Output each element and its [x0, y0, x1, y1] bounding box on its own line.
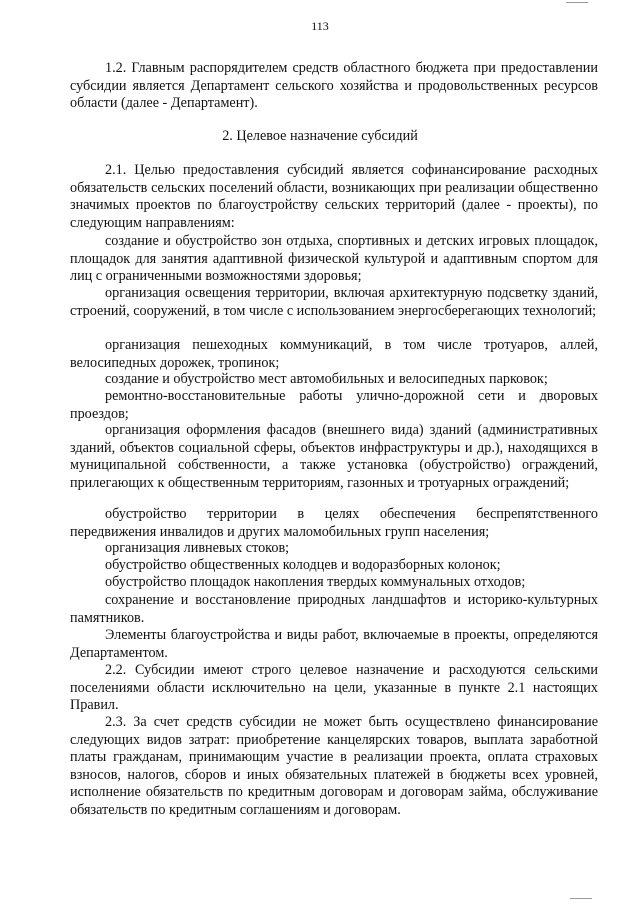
direction-item: сохранение и восстановление природных ландшафтов и историко-культурных памятников. — [70, 592, 598, 626]
section-heading-2: 2. Целевое назначение субсидий — [222, 128, 418, 144]
scan-mark-bottom — [570, 898, 592, 899]
direction-item: организация оформления фасадов (внешнего вида) зданий (административных зданий, объектов социальной сферы, объектов инфраструктуры и др.), находящихся в муниципальной собственности, а также установка (обустройство) ограждений, прилегающих к общественным территориям, газонных и тротуарных ограждений; — [70, 422, 598, 491]
scan-mark-top — [566, 2, 588, 3]
paragraph-2-1: 2.1. Целью предоставления субсидий является софинансирование расходных обязательств сельских поселений области, возникающих при реализации общественно значимых проектов по благоустройству сельских территорий (далее - проекты), по следующим направлениям: — [70, 162, 598, 231]
paragraph-elements: Элементы благоустройства и виды работ, включаемые в проекты, определяются Департаментом. — [70, 627, 598, 661]
paragraph-2-3: 2.3. За счет средств субсидии не может быть осуществлено финансирование следующих видов затрат: приобретение канцелярских товаров, выплата заработной платы гражданам, принимающим участие в реализации проекта, оплата страховых взносов, налогов, сборов и иных обязательных платежей в бюджеты всех уровней, исполнение обязательств по кредитным договорам и договорам займа, обслуживание обязательств по кредитным соглашениям и договорам. — [70, 714, 598, 818]
page-number: 113 — [311, 19, 329, 33]
direction-item: создание и обустройство мест автомобильных и велосипедных парковок; — [105, 371, 548, 387]
direction-item: создание и обустройство зон отдыха, спортивных и детских игровых площадок, площадок для занятия адаптивной физической культурой и адаптивным спортом для лиц с ограниченными возможностями здоровья; — [70, 233, 598, 284]
direction-item: обустройство территории в целях обеспечения беспрепятственного передвижения инвалидов и других маломобильных групп населения; — [70, 506, 598, 540]
paragraph-1-2: 1.2. Главным распорядителем средств областного бюджета при предоставлении субсидии является Департамент сельского хозяйства и продовольственных ресурсов области (далее - Департамент). — [70, 60, 598, 111]
direction-item: организация ливневых стоков; — [105, 540, 290, 556]
direction-item: организация освещения территории, включая архитектурную подсветку зданий, строений, сооружений, в том числе с использованием энергосберегающих технологий; — [70, 285, 598, 319]
paragraph-2-2: 2.2. Субсидии имеют строго целевое назначение и расходуются сельскими поселениями области исключительно на цели, указанные в пункте 2.1 настоящих Правил. — [70, 662, 598, 713]
direction-item: обустройство общественных колодцев и водоразборных колонок; — [105, 557, 501, 573]
direction-item: ремонтно-восстановительные работы улично-дорожной сети и дворовых проездов; — [70, 388, 598, 422]
direction-item: организация пешеходных коммуникаций, в том числе тротуаров, аллей, велосипедных дорожек, тропинок; — [70, 337, 598, 371]
direction-item: обустройство площадок накопления твердых коммунальных отходов; — [105, 574, 526, 590]
